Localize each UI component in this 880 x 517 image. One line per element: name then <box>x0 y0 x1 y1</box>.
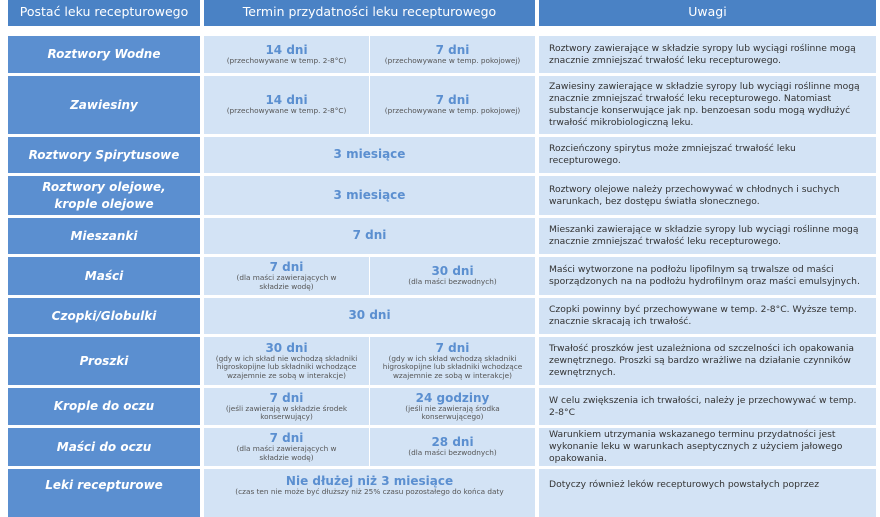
row-shelf-life <box>204 337 535 385</box>
header-shelf-life: Termin przydatności leku recepturowego <box>204 0 535 26</box>
row-shelf-life <box>204 257 535 295</box>
shelf-life-option-a <box>204 388 369 425</box>
row-remark: Roztwory olejowe należy przechowywać w chłodnych i suchych warunkach, bez dostępu światła słonecznego. <box>539 176 876 215</box>
row-remark: Roztwory zawierające w składzie syropy lub wyciągi roślinne mogą znacznie zmniejszać trwałość leku recepturowego. <box>539 36 876 73</box>
row-shelf-life <box>204 388 535 425</box>
shelf-life-value: 7 dni <box>435 93 470 108</box>
row-name: Proszki <box>8 337 200 385</box>
shelf-life-value: 24 godziny <box>415 390 490 405</box>
row-shelf-life <box>204 218 535 254</box>
shelf-life-value: 14 dni <box>265 42 308 57</box>
row-name: Czopki/Globulki <box>8 298 200 334</box>
shelf-life-note: (dla maści zawierających w składzie wodę) <box>236 444 337 462</box>
shelf-life-value: 7 dni <box>435 42 470 57</box>
shelf-life-option-a <box>204 428 369 466</box>
shelf-life-value: 30 dni <box>348 308 391 323</box>
row-name-line: krople olejowe <box>54 196 154 211</box>
row-remark: Rozcieńczony spirytus może zmniejszać trwałość leku recepturowego. <box>539 137 876 173</box>
row-remark: Mieszanki zawierające w składzie syropy lub wyciągi roślinne mogą znacznie zmniejszać trwałość leku recepturowego. <box>539 218 876 254</box>
row-name: Mieszanki <box>8 218 200 254</box>
shelf-life-value: 7 dni <box>269 390 304 405</box>
shelf-life-note: (dla maści zawierających w składzie wodę) <box>236 273 337 291</box>
row-name-line: Roztwory olejowe, <box>42 180 166 195</box>
shelf-life-note: (czas ten nie może być dłuższy niż 25% czasu pozostałego do końca daty <box>235 487 504 497</box>
row-name: Maści do oczu <box>8 428 200 466</box>
row-shelf-life <box>204 176 535 215</box>
shelf-life-option-b <box>370 76 535 134</box>
shelf-life-value: 7 dni <box>269 260 304 275</box>
row-name: Krople do oczu <box>8 388 200 425</box>
shelf-life-value: 30 dni <box>431 264 474 279</box>
row-name: Roztwory Wodne <box>8 36 200 73</box>
shelf-life-option-a <box>204 257 369 295</box>
header-separator <box>8 29 876 33</box>
row-remark: Trwałość proszków jest uzależniona od szczelności ich opakowania zewnętrznego. Proszki są bardzo wrażliwe na działanie czynników zewnętrznych. <box>539 337 876 385</box>
shelf-life-note: (przechowywane w temp. pokojowej) <box>384 106 521 116</box>
shelf-life-note: (przechowywane w temp. pokojowej) <box>384 55 521 65</box>
shelf-life-note: (dla maści bezwodnych) <box>408 448 497 458</box>
row-name: Maści <box>8 257 200 295</box>
row-name <box>8 176 200 215</box>
shelf-life-value: 7 dni <box>435 340 470 355</box>
row-shelf-life <box>204 76 535 134</box>
row-name: Roztwory Spirytusowe <box>8 137 200 173</box>
row-remark: Czopki powinny być przechowywane w temp. 2-8°C. Wyższe temp. znacznie skracają ich trwałość. <box>539 298 876 334</box>
shelf-life-option-b <box>370 388 535 425</box>
shelf-life-option-b <box>370 257 535 295</box>
shelf-life-note: (przechowywane w temp. 2-8°C) <box>226 106 347 116</box>
shelf-life-note: (jeśli zawierają w składzie środek konserwujący) <box>225 403 348 422</box>
shelf-life-note: (gdy w ich skład nie wchodzą składniki higroskopijne lub składniki wchodzące wzajemnie ze sobą w interakcje) <box>215 354 358 380</box>
row-remark: Zawiesiny zawierające w składzie syropy lub wyciągi roślinne mogą znacznie zmniejszać trwałość leku recepturowego. Natomiast substancje konserwujące jak np. benzoesan sodu mogą wydłużyć trwałość mikrobiologiczną leku. <box>539 76 876 134</box>
shelf-life-value: 28 dni <box>431 435 474 450</box>
shelf-life-value: 7 dni <box>269 431 304 446</box>
shelf-life-value: 30 dni <box>265 340 308 355</box>
shelf-life-value: 7 dni <box>352 228 387 243</box>
shelf-life-table <box>8 0 880 517</box>
header-form: Postać leku recepturowego <box>8 0 200 26</box>
row-remark: W celu zwiększenia ich trwałości, należy je przechowywać w temp. 2-8°C <box>539 388 876 425</box>
shelf-life-note: (dla maści bezwodnych) <box>408 277 497 287</box>
row-shelf-life <box>204 469 535 517</box>
shelf-life-option-b <box>370 428 535 466</box>
header-remarks: Uwagi <box>539 0 876 26</box>
shelf-life-option-b <box>370 337 535 385</box>
row-shelf-life <box>204 36 535 73</box>
row-name: Leki recepturowe <box>8 469 200 517</box>
row-name: Zawiesiny <box>8 76 200 134</box>
row-remark: Warunkiem utrzymania wskazanego terminu przydatności jest wykonanie leku w warunkach aseptycznych z użyciem jałowego opakowania. <box>539 428 876 466</box>
row-shelf-life <box>204 137 535 173</box>
shelf-life-note: (jeśli nie zawierają środka konserwującego) <box>405 403 500 422</box>
shelf-life-value: 3 miesiące <box>333 147 406 162</box>
row-remark: Maści wytworzone na podłożu lipofilnym są trwalsze od maści sporządzonych na na podłożu hydrofilnym oraz maści emulsyjnych. <box>539 257 876 295</box>
row-remark: Dotyczy również leków recepturowych powstałych poprzez <box>539 469 876 517</box>
shelf-life-note: (przechowywane w temp. 2-8°C) <box>226 55 347 65</box>
shelf-life-value: 3 miesiące <box>333 187 406 202</box>
shelf-life-value: Nie dłużej niż 3 miesiące <box>285 474 454 488</box>
row-shelf-life <box>204 428 535 466</box>
shelf-life-option-b <box>370 36 535 73</box>
shelf-life-option-a <box>204 36 369 73</box>
row-shelf-life <box>204 298 535 334</box>
shelf-life-option-a <box>204 76 369 134</box>
shelf-life-value: 14 dni <box>265 93 308 108</box>
shelf-life-option-a <box>204 337 369 385</box>
shelf-life-note: (gdy w ich skład wchodzą składniki higroskopijne lub składniki wchodzące wzajemnie ze sobą w interakcje) <box>382 354 523 380</box>
